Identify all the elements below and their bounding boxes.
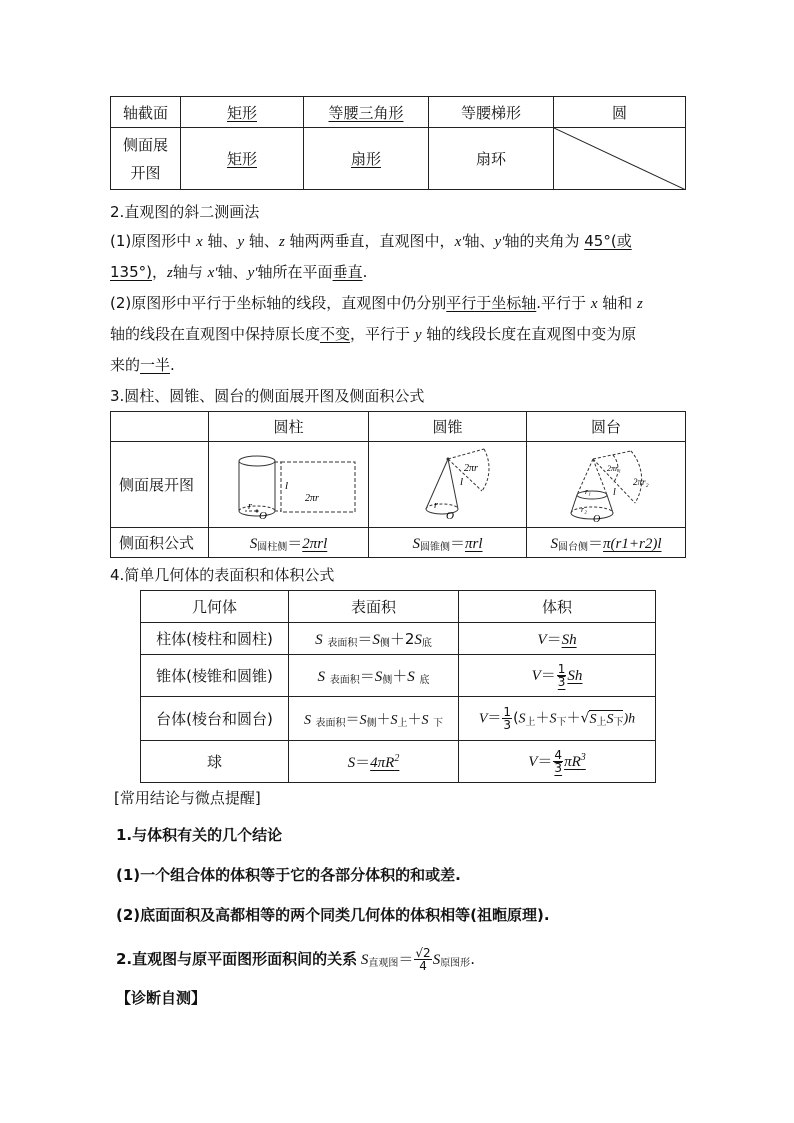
- volume-pyramid: V＝ $\frac{1}{3}$ Sh: [459, 655, 656, 697]
- surface-frustum: S 表面积＝S侧＋S上＋S 下: [289, 697, 459, 741]
- volume-frustum: V＝ $\frac{1}{3}$ (S上＋S下＋√S上S下)h: [459, 697, 656, 741]
- row-pyramid: 锥体(棱锥和圆锥): [141, 655, 289, 697]
- volume-prism: V＝Sh: [459, 623, 656, 655]
- row-unfold-label: 侧面展开图: [111, 442, 209, 528]
- cyl-l-label: l: [284, 479, 288, 492]
- row-sphere: 球: [141, 741, 289, 783]
- frus-l-label: l: [613, 486, 616, 498]
- frustum-unfold-figure: [527, 442, 686, 528]
- formula-cylinder: S圆柱侧＝2πrl: [209, 528, 369, 558]
- frus-o-label: O: [593, 513, 601, 525]
- cylinder-unfold-figure: [209, 442, 369, 528]
- cyl-o-label: O: [258, 509, 267, 522]
- cell-circle: 圆: [554, 97, 686, 128]
- cone-l-label: l: [459, 475, 463, 488]
- notes-p1: (1)一个组合体的体积等于它的各部分体积的和或差.: [116, 866, 461, 884]
- cell-isosceles-triangle: 等腰三角形: [328, 103, 404, 122]
- formula-frustum: S圆台侧＝π(r1+r2)l: [527, 528, 686, 558]
- cell-rect: 矩形: [226, 103, 257, 122]
- cone-arc-label: 2πr: [463, 462, 478, 474]
- notes-heading1: 1.与体积有关的几个结论: [116, 826, 283, 844]
- row-prism: 柱体(棱柱和圆柱): [141, 623, 289, 655]
- formula-cone: S圆锥侧＝πrl: [369, 528, 527, 558]
- frus-arc2-label: 2πr₂: [633, 476, 649, 487]
- frus-r2-label: r₂: [581, 504, 587, 514]
- diagonal-line: [554, 128, 686, 190]
- cone-r-label: r: [433, 499, 438, 511]
- cyl-arc-label: 2πr: [304, 492, 319, 504]
- frus-r1-label: r₁: [585, 486, 591, 496]
- row-formula-label: 侧面积公式: [111, 528, 209, 558]
- cell-axial-label: 轴截面: [111, 97, 181, 128]
- area-volume-table: [140, 590, 656, 783]
- axial-section-table: [110, 96, 686, 190]
- lateral-area-table: [110, 411, 686, 558]
- section4-heading: 4.简单几何体的表面积和体积公式: [110, 566, 335, 584]
- header-volume: 体积: [459, 591, 656, 623]
- cell-unfold-sector: 扇形: [350, 150, 381, 168]
- cell-empty-diagonal: [554, 128, 686, 190]
- section2-para1: (1)原图形中 x 轴、y 轴、z 轴两两垂直，直观图中，x′轴、y′轴的夹角为 45°(或 135°)，z轴与 x′轴、y′轴所在平面垂直.: [110, 232, 632, 281]
- cone-o-label: O: [445, 509, 454, 522]
- cone-unfold-figure: [369, 442, 527, 528]
- cell-unfold-label: 侧面展 开图: [111, 128, 181, 190]
- header-surface: 表面积: [289, 591, 459, 623]
- col-cone: 圆锥: [369, 412, 527, 442]
- volume-sphere: V＝ $\frac{4}{3}$ $\pi R^3$: [459, 741, 656, 783]
- notes-p2: (2)底面面积及高都相等的两个同类几何体的体积相等(祖暅原理).: [116, 906, 550, 924]
- surface-pyramid: S 表面积＝S侧＋S 底: [289, 655, 459, 697]
- section2-para2: (2)原图形中平行于坐标轴的线段，直观图中仍分别平行于坐标轴.平行于 x 轴和 z 轴的线段在直观图中保持原长度不变，平行于 y 轴的线段长度在直观图中变为原 来的一半.: [110, 294, 643, 374]
- section2-heading: 2.直观图的斜二测画法: [110, 203, 260, 221]
- notes-heading2: 2.直观图与原平面图形面积间的关系 S直观图＝ $\frac{√2}{4}$ S原图形.: [116, 946, 475, 973]
- col-cylinder: 圆柱: [209, 412, 369, 442]
- row-frustum: 台体(棱台和圆台): [141, 697, 289, 741]
- cell-isosceles-trapezoid: 等腰梯形: [429, 97, 554, 128]
- cell-unfold-rect: 矩形: [226, 150, 257, 168]
- header-solid: 几何体: [141, 591, 289, 623]
- notes-tag: [常用结论与微点提醒]: [114, 789, 261, 807]
- frus-arc1-label: 2πr₁: [607, 463, 621, 473]
- cyl-r-label: r: [247, 500, 252, 512]
- surface-sphere: $S=4\pi R^2$: [289, 741, 459, 783]
- col-frustum: 圆台: [527, 412, 686, 442]
- section3-heading: 3.圆柱、圆锥、圆台的侧面展开图及侧面积公式: [110, 387, 425, 405]
- surface-prism: S 表面积＝S侧＋2S底: [289, 623, 459, 655]
- diagnostic-self-test: 【诊断自测】: [116, 989, 207, 1007]
- cell-unfold-annulus: 扇环: [429, 128, 554, 190]
